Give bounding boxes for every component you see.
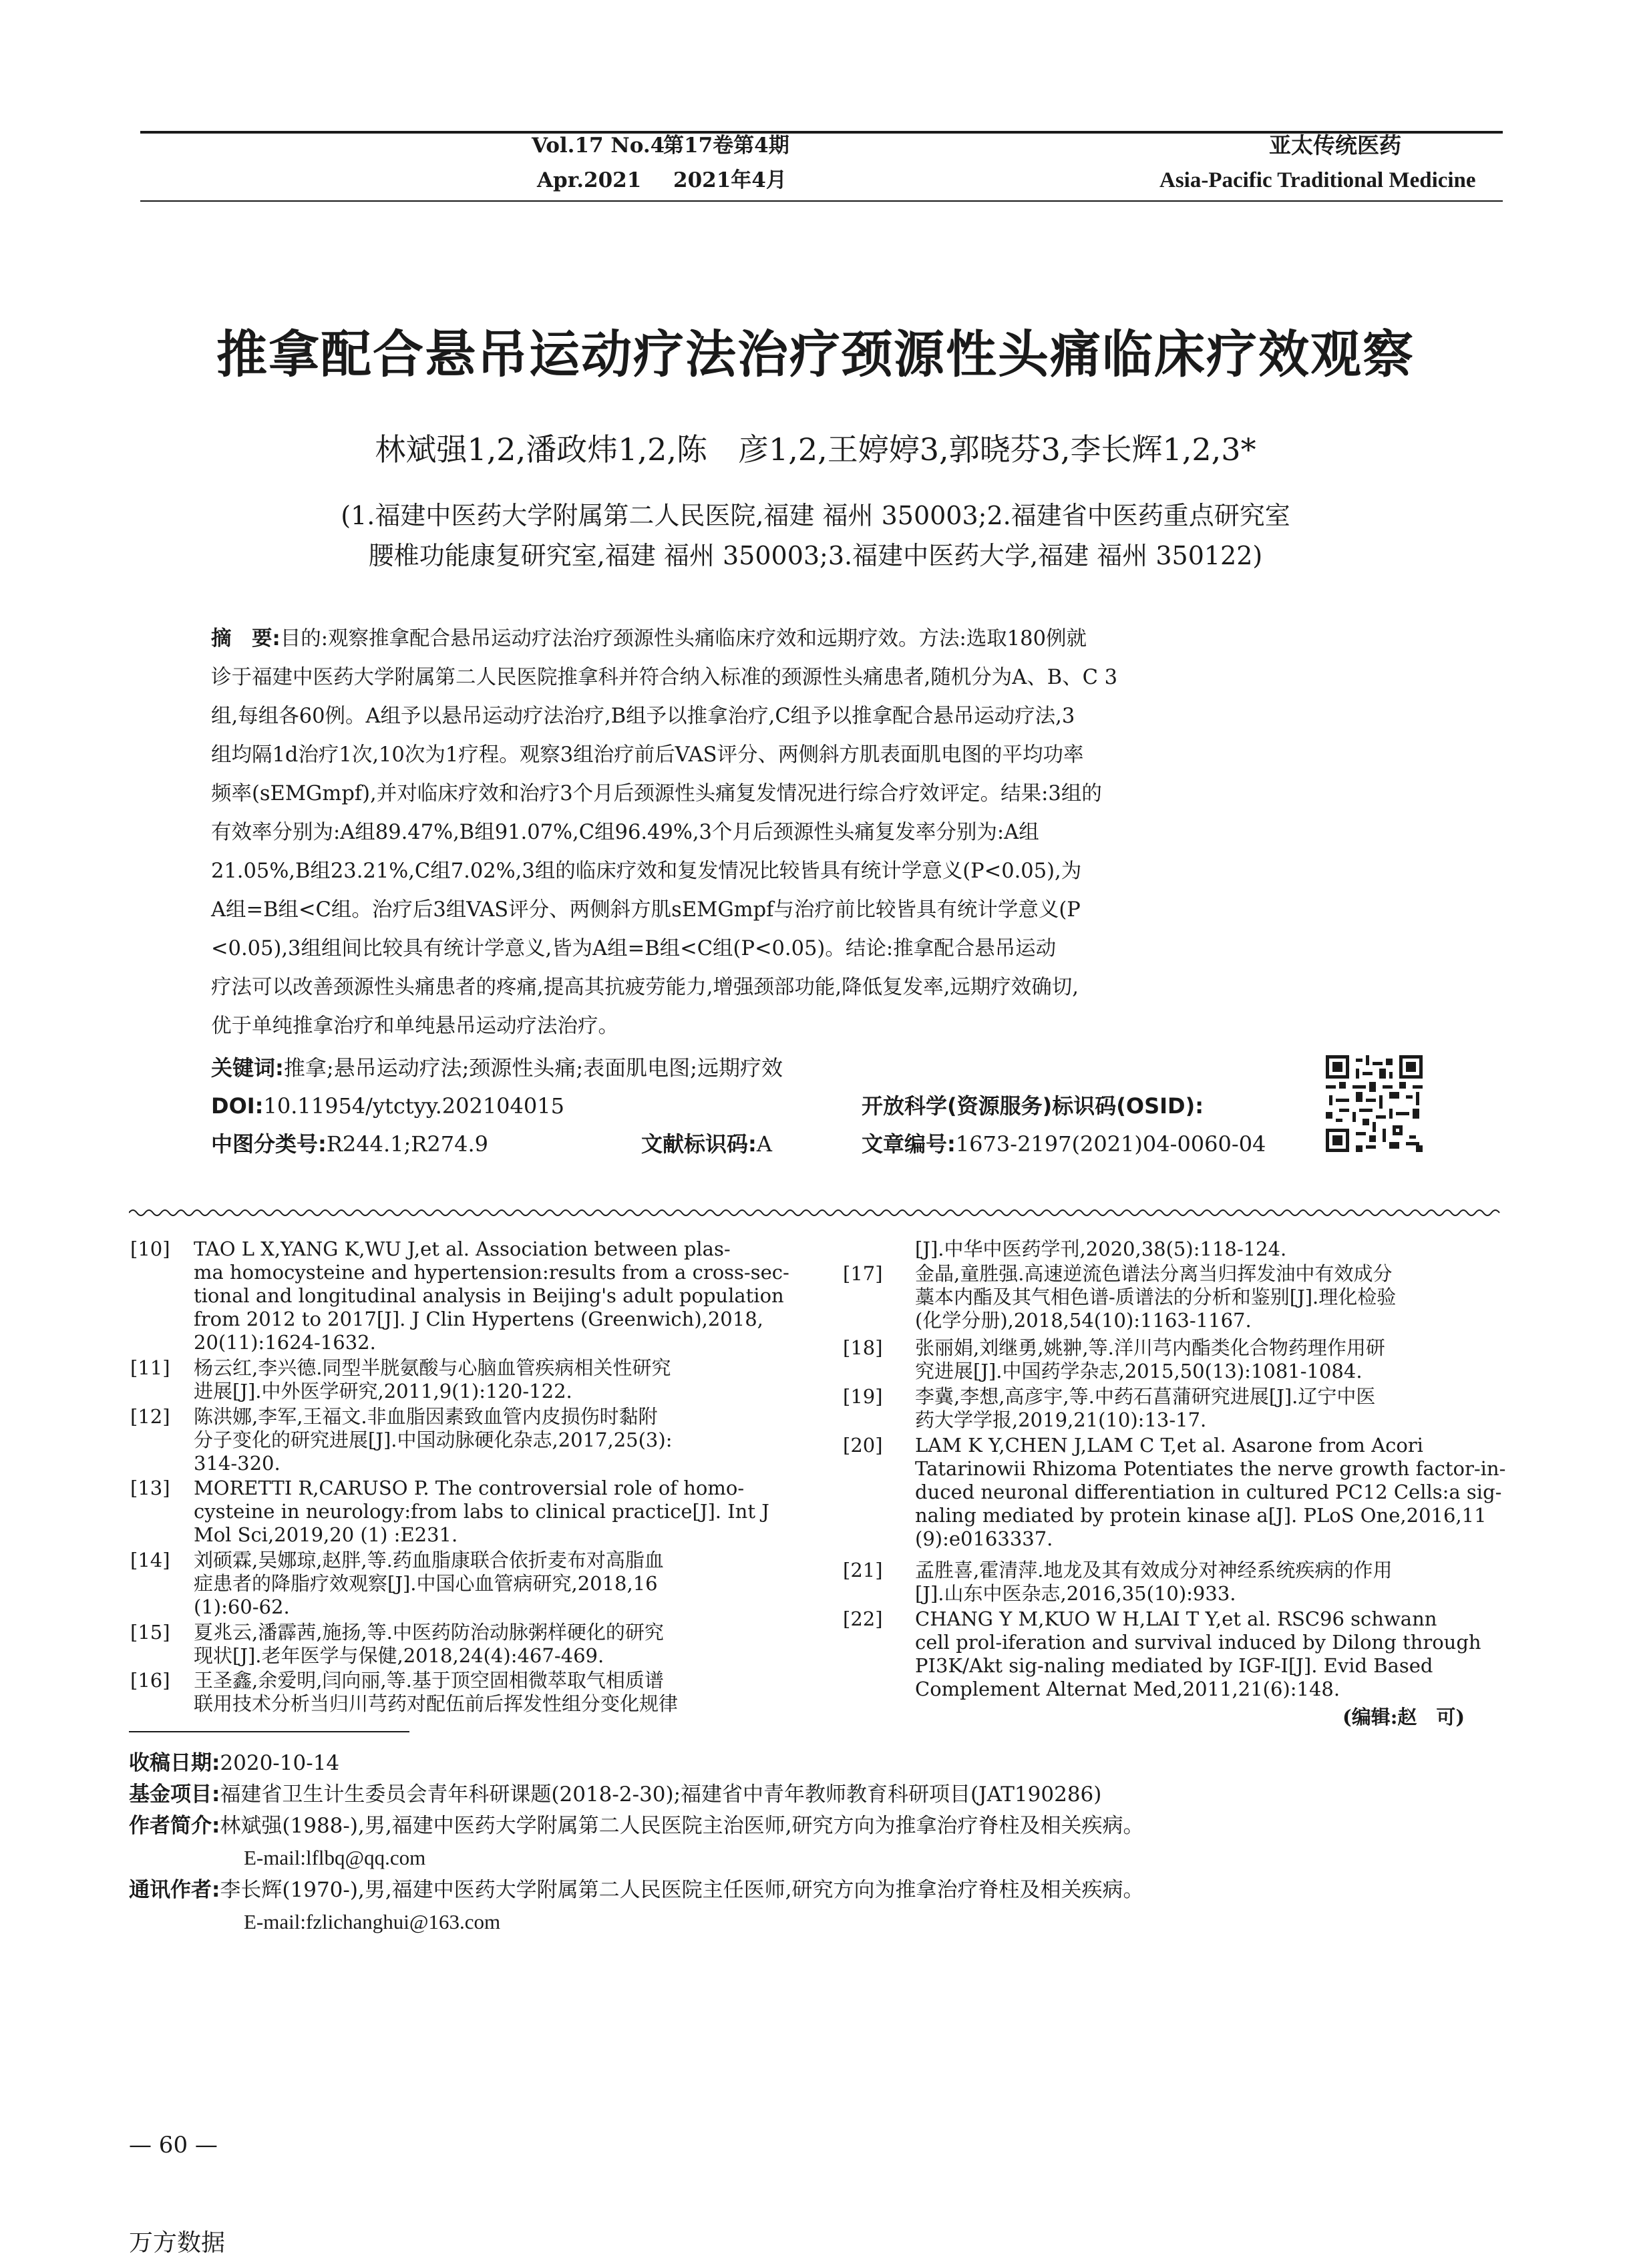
keywords-label: 关键词: bbox=[211, 1055, 284, 1081]
ref-number: [21] bbox=[843, 1559, 883, 1581]
ref-line: 刘硕霖,吴娜琼,赵胖,等.药血脂康联合依折麦布对高脂血 bbox=[194, 1549, 664, 1571]
abstract-line: 疗法可以改善颈源性头痛患者的疼痛,提高其抗疲劳能力,增强颈部功能,降低复发率,远期疗效确切, bbox=[211, 976, 1079, 999]
corr-value: 李长辉(1970-),男,福建中医药大学附属第二人民医院主任医师,研究方向为推拿治疗脊柱及相关疾病。 bbox=[220, 1878, 1144, 1902]
ref-line: Mol Sci,2019,20 (1) :E231. bbox=[194, 1523, 458, 1546]
ref-line: [J].中华中医药学刊,2020,38(5):118-124. bbox=[915, 1238, 1287, 1260]
osid bbox=[862, 1092, 1204, 1120]
ref-line: PI3K/Akt sig-naling mediated by IGF-I[J]. Evid Based bbox=[915, 1654, 1433, 1677]
corr-email: E-mail:fzlichanghui@163.com bbox=[244, 1910, 501, 1933]
ref-line: from 2012 to 2017[J]. J Clin Hypertens (Greenwich),2018, bbox=[194, 1308, 763, 1330]
ref-number: [13] bbox=[130, 1477, 170, 1499]
header-date-cn: 2021年4月 bbox=[673, 168, 787, 192]
page-number: — 60 — bbox=[129, 2132, 218, 2158]
author-bio-label: 作者简介: bbox=[129, 1814, 220, 1838]
corr-label: 通讯作者: bbox=[129, 1878, 220, 1902]
abstract-label: 摘 要: bbox=[211, 627, 281, 650]
ref-number: [17] bbox=[843, 1262, 883, 1285]
doi-value: 10.11954/ytctyy.202104015 bbox=[263, 1093, 564, 1119]
header-volume-en: Vol.17 No.4 bbox=[532, 134, 665, 158]
corresponding-author bbox=[129, 1875, 1144, 1905]
affiliation-line-2: 腰椎功能康复研究室,福建 福州 350003;3.福建中医药大学,福建 福州 350122) bbox=[368, 541, 1263, 570]
ref-number: [16] bbox=[130, 1669, 170, 1692]
header-journal-cn: 亚太传统医药 bbox=[1269, 132, 1401, 158]
clc-label: 中图分类号: bbox=[211, 1131, 327, 1157]
ref-line: 藁本内酯及其气相色谱-质谱法的分析和鉴别[J].理化检验 bbox=[915, 1286, 1397, 1308]
document-code bbox=[641, 1130, 772, 1158]
header-bottom-rule bbox=[140, 200, 1503, 202]
ref-line: 孟胜喜,霍清萍.地龙及其有效成分对神经系统疾病的作用 bbox=[915, 1559, 1393, 1581]
ref-number: [22] bbox=[843, 1608, 883, 1630]
affiliation-line-1: (1.福建中医药大学附属第二人民医院,福建 福州 350003;2.福建省中医药重点研究室 bbox=[341, 501, 1290, 530]
ref-line: 分子变化的研究进展[J].中国动脉硬化杂志,2017,25(3): bbox=[194, 1429, 673, 1451]
doc-code-label: 文献标识码: bbox=[641, 1131, 757, 1157]
ref-line: 20(11):1624-1632. bbox=[194, 1331, 376, 1354]
ref-line: 夏兆云,潘霹茜,施扬,等.中医药防治动脉粥样硬化的研究 bbox=[194, 1621, 664, 1644]
ref-number: [20] bbox=[843, 1434, 883, 1457]
received-label: 收稿日期: bbox=[129, 1751, 220, 1775]
article-number bbox=[862, 1130, 1266, 1158]
received-date bbox=[129, 1748, 339, 1778]
abstract-text: 目的:观察推拿配合悬吊运动疗法治疗颈源性头痛临床疗效和远期疗效。方法:选取180例就 bbox=[280, 627, 1087, 650]
ref-line: MORETTI R,CARUSO P. The controversial role of homo- bbox=[194, 1477, 745, 1499]
ref-line: cysteine in neurology:from labs to clinical practice[J]. Int J bbox=[194, 1500, 769, 1523]
ref-line: CHANG Y M,KUO W H,LAI T Y,et al. RSC96 schwann bbox=[915, 1608, 1437, 1630]
ref-number: [11] bbox=[130, 1356, 170, 1379]
ref-line: ma homocysteine and hypertension:results from a cross-sec- bbox=[194, 1261, 789, 1284]
abstract-line-1 bbox=[211, 626, 1087, 652]
article-title: 推拿配合悬吊运动疗法治疗颈源性头痛临床疗效观察 bbox=[216, 325, 1415, 384]
keywords bbox=[211, 1054, 783, 1082]
ref-line: 联用技术分析当归川芎药对配伍前后挥发性组分变化规律 bbox=[194, 1692, 679, 1715]
ref-number: [19] bbox=[843, 1385, 883, 1408]
abstract-line: 有效率分别为:A组89.47%,B组91.07%,C组96.49%,3个月后颈源性头痛复发率分别为:A组 bbox=[211, 821, 1039, 844]
header-date-en: Apr.2021 bbox=[537, 168, 642, 192]
doi bbox=[211, 1092, 564, 1120]
fund-label: 基金项目: bbox=[129, 1782, 220, 1807]
ref-line: (1):60-62. bbox=[194, 1595, 290, 1618]
clc-number bbox=[211, 1130, 488, 1158]
ref-line: 张丽娟,刘继勇,姚翀,等.洋川芎内酯类化合物药理作用研 bbox=[915, 1336, 1385, 1359]
doi-label: DOI: bbox=[211, 1093, 264, 1119]
abstract-line: 诊于福建中医药大学附属第二人民医院推拿科并符合纳入标准的颈源性头痛患者,随机分为A、B、C 3 bbox=[211, 666, 1118, 689]
header-volume-cn: 第17卷第4期 bbox=[663, 134, 789, 158]
article-no-label: 文章编号: bbox=[862, 1131, 956, 1157]
abstract-line: 组均隔1d治疗1次,10次为1疗程。观察3组治疗前后VAS评分、两侧斜方肌表面肌电图的平均功率 bbox=[211, 743, 1084, 767]
ref-number: [10] bbox=[130, 1238, 170, 1260]
watermark-text: 万方数据 bbox=[129, 2229, 226, 2257]
ref-line: 王圣鑫,余爱明,闫向丽,等.基于顶空固相微萃取气相质谱 bbox=[194, 1669, 664, 1692]
ref-line: 314-320. bbox=[194, 1452, 281, 1475]
ref-line: Complement Alternat Med,2011,21(6):148. bbox=[915, 1678, 1340, 1700]
ref-line: (化学分册),2018,54(10):1163-1167. bbox=[915, 1309, 1252, 1332]
doc-code-value: A bbox=[756, 1131, 772, 1157]
abstract-line: 21.05%,B组23.21%,C组7.02%,3组的临床疗效和复发情况比较皆具有统计学意义(P<0.05),为 bbox=[211, 860, 1082, 883]
abstract-line: <0.05),3组组间比较具有统计学意义,皆为A组=B组<C组(P<0.05)。结论:推拿配合悬吊运动 bbox=[211, 937, 1057, 960]
ref-line: 陈洪娜,李军,王福文.非血脂因素致血管内皮损伤时黏附 bbox=[194, 1405, 658, 1428]
abstract-line: 优于单纯推拿治疗和单纯悬吊运动疗法治疗。 bbox=[211, 1014, 618, 1038]
header-journal-en: Asia-Pacific Traditional Medicine bbox=[1159, 168, 1476, 192]
wavy-separator bbox=[129, 1207, 1505, 1218]
abstract-line: 频率(sEMGmpf),并对临床疗效和治疗3个月后颈源性头痛复发情况进行综合疗效评定。结果:3组的 bbox=[211, 782, 1102, 805]
author-email: E-mail:lflbq@qq.com bbox=[244, 1846, 426, 1869]
ref-line: 李冀,李想,高彦宇,等.中药石菖蒲研究进展[J].辽宁中医 bbox=[915, 1385, 1376, 1408]
ref-line: duced neuronal differentiation in cultured PC12 Cells:a sig- bbox=[915, 1481, 1502, 1503]
clc-value: R244.1;R274.9 bbox=[326, 1131, 488, 1157]
ref-line: 进展[J].中外医学研究,2011,9(1):120-122. bbox=[194, 1380, 572, 1402]
ref-line: 杨云红,李兴德.同型半胱氨酸与心脑血管疾病相关性研究 bbox=[194, 1356, 671, 1379]
ref-line: Tatarinowii Rhizoma Potentiates the nerve growth factor-in- bbox=[915, 1457, 1506, 1480]
abstract-line: 组,每组各60例。A组予以悬吊运动疗法治疗,B组予以推拿治疗,C组予以推拿配合悬吊运动疗法,3 bbox=[211, 705, 1075, 728]
ref-line: TAO L X,YANG K,WU J,et al. Association between plas- bbox=[194, 1238, 731, 1260]
author-bio-value: 林斌强(1988-),男,福建中医药大学附属第二人民医院主治医师,研究方向为推拿治疗脊柱及相关疾病。 bbox=[220, 1814, 1144, 1838]
ref-number: [12] bbox=[130, 1405, 170, 1428]
ref-line: 金晶,童胜强.高速逆流色谱法分离当归挥发油中有效成分 bbox=[915, 1262, 1393, 1285]
ref-number: [18] bbox=[843, 1336, 883, 1359]
ref-line: (9):e0163337. bbox=[915, 1527, 1053, 1550]
ref-line: cell prol-iferation and survival induced by Dilong through bbox=[915, 1631, 1481, 1654]
osid-label: 开放科学(资源服务)标识码(OSID): bbox=[862, 1093, 1204, 1119]
ref-number: [15] bbox=[130, 1621, 170, 1644]
received-value: 2020-10-14 bbox=[220, 1751, 340, 1775]
footnote-rule bbox=[129, 1731, 409, 1732]
ref-line: 症患者的降脂疗效观察[J].中国心血管病研究,2018,16 bbox=[194, 1572, 658, 1595]
abstract-line: A组=B组<C组。治疗后3组VAS评分、两侧斜方肌sEMGmpf与治疗前比较皆具有统计学意义(P bbox=[211, 898, 1081, 922]
qr-code-icon bbox=[1326, 1055, 1423, 1152]
author-bio bbox=[129, 1811, 1144, 1841]
author-list: 林斌强1,2,潘政炜1,2,陈 彦1,2,王婷婷3,郭晓芬3,李长辉1,2,3* bbox=[375, 431, 1256, 467]
article-no-value: 1673-2197(2021)04-0060-04 bbox=[955, 1131, 1266, 1157]
ref-line: [J].山东中医杂志,2016,35(10):933. bbox=[915, 1582, 1236, 1605]
ref-line: naling mediated by protein kinase a[J]. PLoS One,2016,11 bbox=[915, 1504, 1487, 1527]
keywords-value: 推拿;悬吊运动疗法;颈源性头痛;表面肌电图;远期疗效 bbox=[283, 1055, 783, 1081]
ref-line: LAM K Y,CHEN J,LAM C T,et al. Asarone from Acori bbox=[915, 1434, 1423, 1457]
fund-project bbox=[129, 1780, 1101, 1809]
editor-note: (编辑:赵 可) bbox=[1342, 1706, 1465, 1728]
fund-value: 福建省卫生计生委员会青年科研课题(2018-2-30);福建省中青年教师教育科研项目(JAT190286) bbox=[220, 1782, 1102, 1807]
ref-line: 现状[J].老年医学与保健,2018,24(4):467-469. bbox=[194, 1644, 604, 1667]
ref-line: 究进展[J].中国药学杂志,2015,50(13):1081-1084. bbox=[915, 1360, 1363, 1382]
ref-number: [14] bbox=[130, 1549, 170, 1571]
ref-line: tional and longitudinal analysis in Beijing's adult population bbox=[194, 1284, 784, 1307]
ref-line: 药大学学报,2019,21(10):13-17. bbox=[915, 1408, 1207, 1431]
